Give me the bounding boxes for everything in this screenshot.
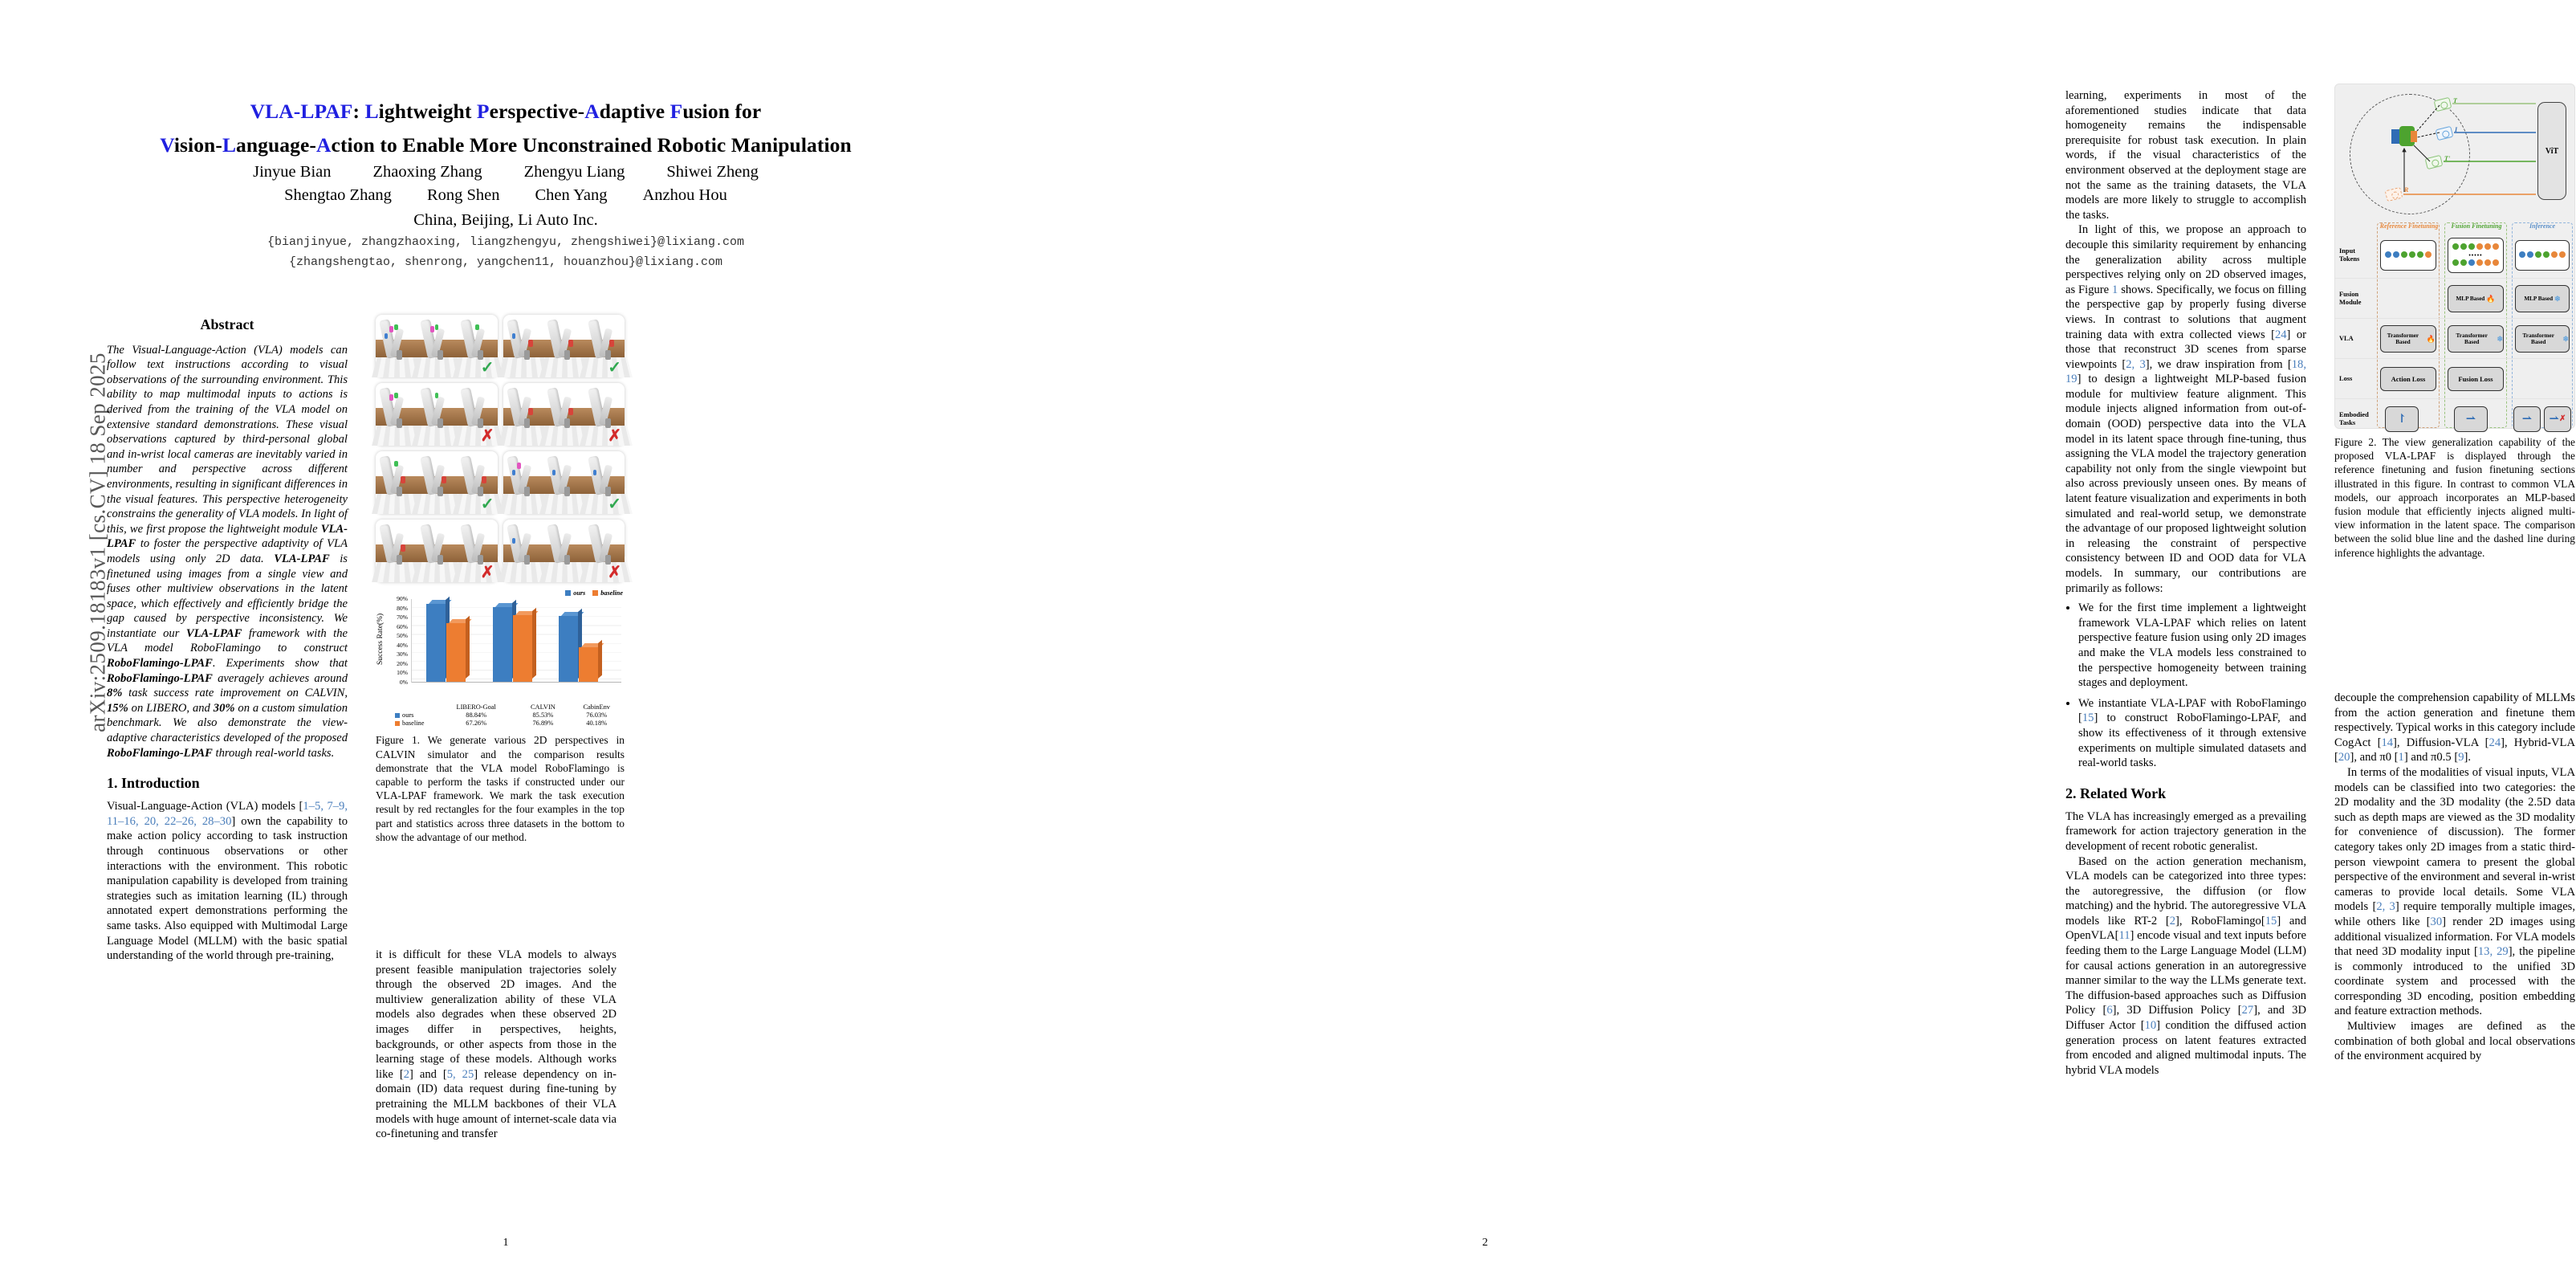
vla-transformer-reference bbox=[2380, 325, 2436, 353]
row-label-baseline: baseline bbox=[402, 719, 425, 727]
chart-bar-ours bbox=[559, 616, 578, 683]
page-1 bbox=[48, 0, 963, 1272]
chart-plot-area bbox=[411, 599, 621, 683]
figure-2-caption: Figure 2. The view generalization capability of the proposed VLA-LPAF is displayed through the reference finetuning and fusion finetuning sections illustrated in this figure. In contrast to common VLA models, our approach incorporates an MLP-based fusion module that efficiently injects aligned multi-view information in the latent space. The comparison between the solid blue line and the dashed line during inference highlights the advantage. bbox=[2334, 436, 2575, 559]
embodied-task-reference bbox=[2385, 406, 2419, 432]
input-tokens-reference bbox=[2380, 240, 2436, 271]
mlp-label: MLP Based bbox=[2456, 295, 2485, 302]
result-cross-icon: ✗ bbox=[608, 564, 621, 581]
table-header-row bbox=[376, 703, 625, 711]
result-cross-icon: ✗ bbox=[480, 427, 494, 445]
transformer-label: Transformer Based bbox=[2387, 332, 2419, 345]
camera-label-T: T bbox=[2453, 97, 2457, 104]
embodied-task-fusion bbox=[2454, 406, 2488, 432]
page2-right-column-text bbox=[2334, 691, 2575, 1064]
abstract-heading: Abstract bbox=[200, 316, 254, 332]
row-vla bbox=[2335, 319, 2574, 359]
cell-value: 85.53% bbox=[532, 711, 554, 720]
page-2 bbox=[1028, 0, 2576, 1272]
legend-swatch-baseline bbox=[592, 590, 598, 596]
fusion-module-mlp-train bbox=[2448, 285, 2504, 312]
title-line-2: Vision-Language-Action to Enable More Unconstrained Robotic Manipulation bbox=[160, 133, 852, 157]
robot-arm-icon: ⇀ bbox=[2465, 413, 2476, 426]
p2-paragraph-2: In light of this, we propose an approach to decouple this similarity requirement by enhancing the generalization ability across multiple perspectives relying only on 2D observed images, as Figure 1 shows. Specifically, we focus on filling the perspective gap by properly fusing diverse views. In contrast to solutions that augment training data with extra collected views [24] or those that reconstruct 3D scenes from sparse viewpoints [2, 3], we draw inspiration from [18, 19] to design a lightweight MLP-based fusion module for multiview feature alignment. This module injects aligned information from out-of-domain (OOD) perspective data into the VLA model in its latent space through fine-tuning, thus assigning the VLA model the trajectory generation capability not only from the single viewpoint but also across previously unseen ones. By means of latent feature visualization and experiments in both simulated and real-world setup, we demonstrate the advantage of our proposed lightweight solution in releasing the constraint of perspective consistency between ID and OOD data for VLA models. In summary, our contributions are primarily as follows: bbox=[2065, 223, 2306, 595]
arxiv-stamp: arXiv:2509.18183v1 [cs.CV] 18 Sep 2025 bbox=[85, 353, 110, 732]
column-header: CALVIN bbox=[530, 703, 555, 711]
vit-block: ViT bbox=[2537, 102, 2566, 200]
page-number-2: 2 bbox=[1482, 1237, 1488, 1249]
robot-arm-icon: ⇀ bbox=[2521, 413, 2533, 426]
contribution-list bbox=[2065, 601, 2306, 771]
vla-transformer-inference bbox=[2515, 325, 2570, 353]
vla-transformer-fusion bbox=[2448, 325, 2504, 353]
legend-label-ours: ours bbox=[573, 589, 586, 597]
mlp-label: MLP Based bbox=[2524, 295, 2554, 302]
rw-paragraph-2: Based on the action generation mechanism, VLA models can be categorized into three types: the autoregressive, the diffusion (or flow matching) and the hybrid. The autoregressive VLA models like RT-2 [2], RoboFlamingo[15] and OpenVLA[11] encode visual and text inputs before feeding them to the Large Language Model (LLM) for causal actions generation in an autoregressive manner similar to the way the LLMs generate text. The diffusion-based approaches such as Diffusion Policy [6], 3D Diffusion Policy [27], and 3D Diffuser Actor [10] condition the diffused action generation process on latent features extracted from encoded and aligned multimodal inputs. The hybrid VLA models bbox=[2065, 854, 2307, 1077]
author-name: Shengtao Zhang bbox=[284, 186, 392, 204]
page1-right-column-text bbox=[376, 948, 617, 1142]
result-check-icon: ✓ bbox=[608, 495, 621, 513]
figure-1-caption: Figure 1. We generate various 2D perspectives in CALVIN simulator and the comparison results demonstrate that the VLA model RoboFlamingo is capable to perform the tasks if constructed under our VLA-LPAF framework. We mark the task execution result by red rectangles for the four examples in the top part and statistics across three datasets in the bottom to show the advantage of our method. bbox=[376, 734, 625, 843]
figure-1-example-cell bbox=[503, 451, 625, 514]
page1-left-column bbox=[107, 317, 348, 964]
view-sphere-dashed-circle bbox=[2350, 94, 2470, 214]
rw-paragraph-3: decouple the comprehension capability of MLLMs from the action generation and finetune them respectively. Typical works in this category include CogAct [14], Diffusion-VLA [24], Hybrid-VLA [20], and π0 [1] and π0.5 [9]. bbox=[2334, 691, 2575, 764]
figure-2-camera-setup bbox=[2335, 84, 2574, 221]
figure-1-example-cell bbox=[503, 315, 625, 377]
camera-label-R: R bbox=[2404, 186, 2409, 194]
chart-y-tick: 90% bbox=[397, 595, 408, 603]
fusion-loss-block: Fusion Loss bbox=[2448, 367, 2504, 391]
cell-value: 76.03% bbox=[586, 711, 608, 720]
figure-1-bar-chart bbox=[376, 589, 625, 702]
chart-y-tick: 0% bbox=[399, 679, 408, 687]
author-name: Rong Shen bbox=[426, 186, 500, 204]
section-heading-related-work: 2. Related Work bbox=[2065, 785, 2167, 801]
robot-arm-icon: ↾ bbox=[2396, 413, 2407, 426]
chart-y-tick: 70% bbox=[397, 614, 408, 622]
page2-left-column bbox=[2065, 88, 2306, 1078]
row-loss bbox=[2335, 359, 2574, 399]
input-tokens-inference bbox=[2515, 240, 2570, 271]
row-swatch-baseline bbox=[395, 721, 400, 726]
result-cross-icon: ✗ bbox=[608, 427, 621, 445]
result-check-icon: ✓ bbox=[480, 495, 494, 513]
chart-bar-ours bbox=[426, 604, 446, 683]
author-name: Anzhou Hou bbox=[642, 186, 727, 204]
title-line-1: VLA-LPAF: Lightweight Perspective-Adaptive Fusion for bbox=[250, 100, 762, 123]
figure-1-data-table bbox=[376, 703, 625, 727]
chart-y-tick: 40% bbox=[397, 641, 408, 649]
figure-1-image-grid bbox=[376, 315, 625, 582]
cell-value: 67.26% bbox=[466, 719, 487, 727]
figure-1-example-cell bbox=[503, 520, 625, 582]
page-number-1: 1 bbox=[503, 1237, 509, 1249]
row-label-fusion-module: Fusion Module bbox=[2339, 290, 2362, 306]
chart-bar-group bbox=[493, 607, 532, 683]
p2-paragraph-1: learning, experiments in most of the aforementioned studies indicate that data homogeneity remains the indispensable prerequisite for robust task execution. In plain words, if the visual characteristics of the environment observed at the deployment stage are not the same as the training datasets, the VLA models are more likely to struggle to accomplish the tasks. bbox=[2065, 89, 2306, 222]
table-row bbox=[376, 711, 625, 720]
fusion-module-mlp-infer bbox=[2515, 285, 2570, 312]
cell-value: 40.18% bbox=[586, 719, 608, 727]
snowflake-icon: ❄ bbox=[2554, 294, 2561, 303]
result-cross-icon: ✗ bbox=[2559, 414, 2566, 423]
figure-2-pipeline-rows bbox=[2335, 222, 2574, 428]
chart-y-ticks bbox=[387, 595, 408, 687]
input-tokens-fusion: ••••• bbox=[2448, 238, 2504, 273]
figure-1 bbox=[376, 315, 625, 844]
figure-1-example-cell bbox=[376, 383, 498, 446]
snowflake-icon: ❄ bbox=[2497, 334, 2503, 343]
chart-bar-baseline bbox=[513, 615, 532, 683]
figure-2 bbox=[2334, 84, 2575, 560]
rw-paragraph-5: Multiview images are defined as the combination of both global and local observations of the environment acquired by bbox=[2334, 1020, 2575, 1063]
row-swatch-ours bbox=[395, 713, 400, 718]
figure-1-example-cell bbox=[376, 451, 498, 514]
legend-label-baseline: baseline bbox=[600, 589, 623, 597]
list-item: • We for the first time implement a lightweight framework VLA-LPAF which relies on latent perspective feature fusion using only 2D images and make the VLA models less constrained to the perspective homogeneity between training stages and deployment. bbox=[2078, 601, 2306, 691]
scene-object-icon bbox=[2391, 126, 2417, 147]
chart-y-tick: 80% bbox=[397, 604, 408, 612]
chart-y-tick: 10% bbox=[397, 669, 408, 677]
row-fusion-module bbox=[2335, 279, 2574, 319]
result-check-icon: ✓ bbox=[608, 359, 621, 377]
row-input-tokens bbox=[2335, 232, 2574, 279]
rw-paragraph-1: The VLA has increasingly emerged as a prevailing framework for action trajectory generation in the development of recent robotic generalist. bbox=[2065, 809, 2306, 853]
cell-value: 88.84% bbox=[466, 711, 487, 720]
figure-1-example-cell bbox=[503, 383, 625, 446]
list-item: • We instantiate VLA-LPAF with RoboFlamingo [15] to construct RoboFlamingo-LPAF, and show its effectiveness of it through extensive experiments on multiple simulated datasets and real-world tasks. bbox=[2078, 696, 2306, 771]
author-name: Zhengyu Liang bbox=[523, 163, 625, 181]
author-row-1 bbox=[96, 161, 915, 184]
embodied-task-inference-ok bbox=[2513, 406, 2541, 432]
column-header: CabinEnv bbox=[583, 703, 610, 711]
transformer-label: Transformer Based bbox=[2456, 332, 2488, 345]
chart-y-tick: 60% bbox=[397, 622, 408, 630]
chart-legend bbox=[565, 589, 623, 597]
row-label-vla: VLA bbox=[2339, 334, 2354, 342]
chart-y-axis-label: Success Rate(%) bbox=[376, 613, 385, 666]
section-heading-introduction: 1. Introduction bbox=[107, 775, 200, 792]
fire-icon: 🔥 bbox=[2426, 334, 2436, 343]
camera-label-I: I bbox=[2455, 126, 2458, 133]
legend-swatch-ours bbox=[565, 590, 571, 596]
row-label-loss: Loss bbox=[2339, 374, 2353, 382]
chart-bar-baseline bbox=[579, 647, 598, 683]
robot-arm-icon: ⇀ bbox=[2549, 413, 2560, 426]
column-header: LIBERO-Goal bbox=[456, 703, 496, 711]
paper-title bbox=[96, 95, 915, 162]
transformer-label: Transformer Based bbox=[2522, 332, 2554, 345]
embodied-task-inference-fail bbox=[2544, 406, 2571, 432]
row-label-embodied-tasks: Embodied Tasks bbox=[2339, 411, 2369, 426]
chart-y-tick: 50% bbox=[397, 632, 408, 640]
figure-2-diagram bbox=[2334, 84, 2575, 429]
abstract-body: The Visual-Language-Action (VLA) models can follow text instructions according to visual observations of the surrounding environment. This ability to map multimodal inputs to actions is derived from the training of the VLA model on extensive standard demonstrations. These visual observations captured by third-personal global and in-wrist local cameras are inevitably varied in number and perspective across different environments, resulting in significant differences in the visual features. This perspective heterogeneity constrains the generality of VLA models. In light of this, we first propose the lightweight module VLA-LPAF to foster the perspective adaptivity of VLA models using only 2D data. VLA-LPAF is finetuned using images from a single view and fuses other multiview observations in the latent space, which effectively and efficiently bridge the gap caused by perspective inconsistency. We instantiate our VLA-LPAF framework with the VLA model RoboFlamingo to construct RoboFlamingo-LPAF. Experiments show that RoboFlamingo-LPAF averagely achieves around 8% task success rate improvement on CALVIN, 15% on LIBERO, and 30% on a custom simulation benchmark. We also demonstrate the view-adaptive characteristics developed of the proposed RoboFlamingo-LPAF through real-world tasks. bbox=[107, 343, 348, 760]
result-check-icon: ✓ bbox=[480, 359, 494, 377]
chart-y-tick: 20% bbox=[397, 660, 408, 668]
email-line-1: {bianjinyue, zhangzhaoxing, liangzhengyu, zhengshiwei}@lixiang.com bbox=[267, 235, 745, 249]
chart-bar-baseline bbox=[446, 623, 466, 683]
result-cross-icon: ✗ bbox=[480, 564, 494, 581]
chart-y-tick: 30% bbox=[397, 650, 408, 658]
chart-bar-ours bbox=[493, 607, 512, 683]
fire-icon: 🔥 bbox=[2486, 294, 2496, 303]
column-header-fusion-finetuning: Fusion Finetuning bbox=[2451, 222, 2502, 230]
intro-paragraph-2: it is difficult for these VLA models to always present feasible manipulation trajectories solely through the observed 2D images. And the multiview generalization ability of these VLA models also degrades when these observed 2D images differ in perspectives, heights, backgrounds, or other aspects from those in the learning stage of these models. Although works like [2] and [5, 25] release dependency on in-domain (ID) data request during fine-tuning by pretraining the MLLM backbones of their VLA models with huge amount of internet-scale data via co-finetuning and transfer bbox=[376, 948, 617, 1141]
row-label-ours: ours bbox=[402, 711, 414, 720]
chart-bar-group bbox=[559, 616, 598, 683]
figure-1-example-cell bbox=[376, 315, 498, 377]
affiliation: China, Beijing, Li Auto Inc. bbox=[413, 211, 598, 229]
column-header-reference-finetuning: Reference Finetuning bbox=[2379, 222, 2439, 230]
row-label-input-tokens: Input Tokens bbox=[2339, 247, 2360, 263]
author-name: Shiwei Zheng bbox=[666, 163, 759, 181]
cell-value: 76.89% bbox=[532, 719, 554, 727]
author-name: Zhaoxing Zhang bbox=[372, 163, 482, 181]
figure-1-example-cell bbox=[376, 520, 498, 582]
snowflake-icon: ❄ bbox=[2562, 334, 2569, 343]
action-loss-block: Action Loss bbox=[2380, 367, 2436, 391]
table-row bbox=[376, 720, 625, 728]
row-embodied-tasks bbox=[2335, 399, 2574, 439]
email-line-2: {zhangshengtao, shenrong, yangchen11, houanzhou}@lixiang.com bbox=[288, 255, 723, 269]
author-name: Jinyue Bian bbox=[253, 163, 332, 181]
intro-paragraph-1: Visual-Language-Action (VLA) models [1–5, 7–9, 11–16, 20, 22–26, 28–30] own the capability to make action policy according to task instruction through continuous observations or other interactions with the environment. This robotic manipulation capability is developed from training strategies such as imitation learning (IL) through annotated expert demonstrations performing the same tasks. Also equipped with Multimodal Large Language Model (MLLM) with the basic spatial understanding of the world through pre-training, bbox=[107, 800, 348, 963]
rw-paragraph-4: In terms of the modalities of visual inputs, VLA models can be classified into two categories: the 2D modality and the 3D modality (the 2.5D data such as depth maps are viewed as the 3D modality for convenience of discussion). The former category takes only 2D images from a static third-person viewpoint camera to present the global perspective of the environment and several in-wrist cameras to provide local details. Some VLA models [2, 3] require temporally multiple images, while others like [30] render 2D images using additional visualized information. For VLA models that need 3D modality input [13, 29], the pipeline is commonly introduced to the unified 3D coordinate system and processed with the corresponding 3D encoding, position embedding and feature extraction methods. bbox=[2334, 765, 2576, 1018]
column-header-inference: Inference bbox=[2529, 222, 2555, 230]
chart-bar-group bbox=[426, 604, 466, 683]
author-name: Chen Yang bbox=[535, 186, 608, 204]
camera-label-T-prime: T' bbox=[2444, 155, 2451, 162]
author-row-2 bbox=[96, 184, 915, 207]
author-block bbox=[96, 161, 915, 272]
